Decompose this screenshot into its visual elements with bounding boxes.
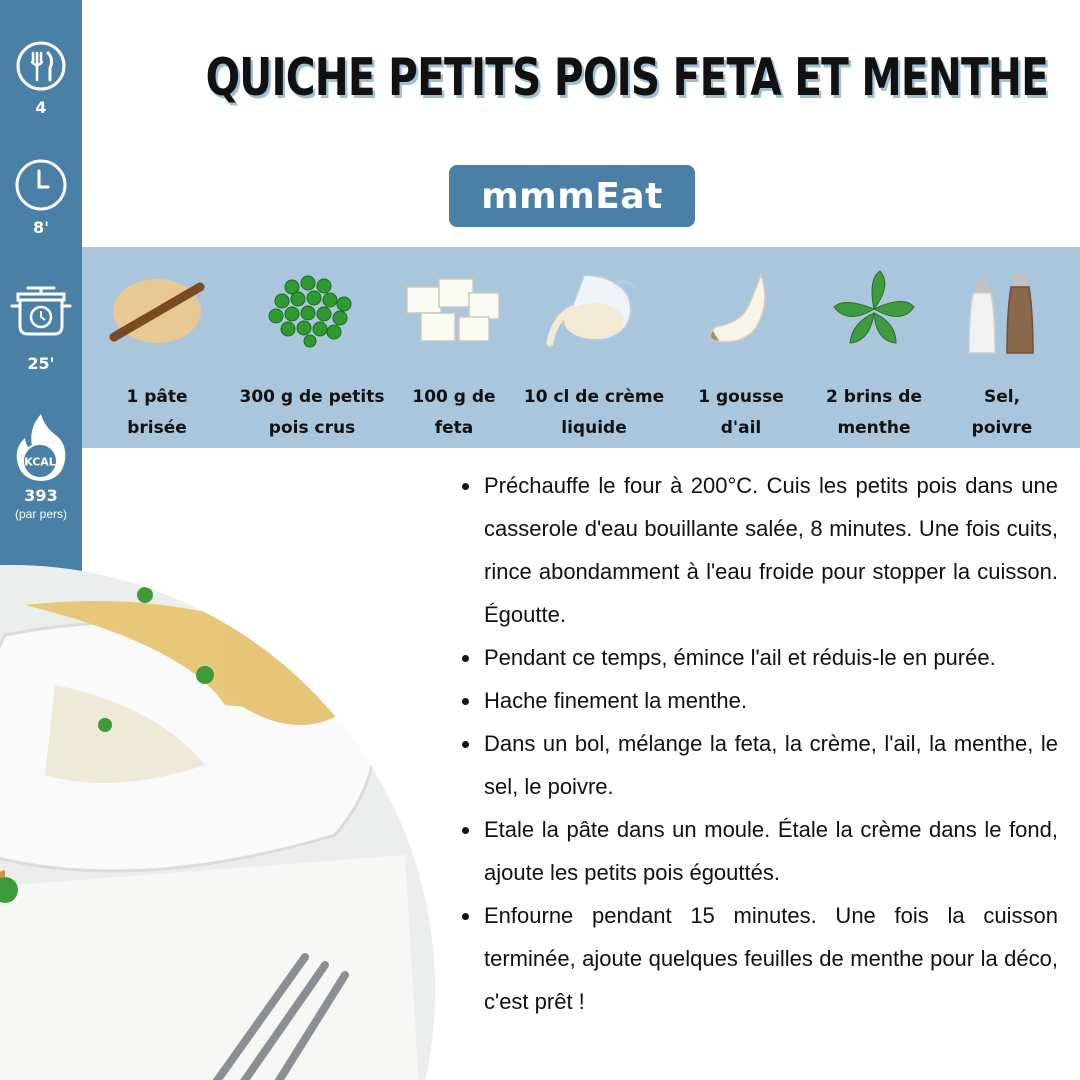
- cream-pitcher-icon: [544, 269, 644, 351]
- servings-stat: [0, 40, 82, 117]
- step-item: Préchauffe le four à 200°C. Cuis les petits pois dans une casserole d'eau bouillante salée, 8 minutes. Une fois cuits, rince abondamment à l'eau froide pour stopper la cuisson. Égoutte.: [460, 464, 1058, 636]
- peas-icon: [262, 269, 362, 349]
- quiche-illustration: [0, 565, 435, 1080]
- ingredient-line2: d'ail: [720, 418, 762, 438]
- flame-icon: [8, 410, 74, 484]
- dough-rolling-pin-icon: [102, 269, 212, 349]
- ingredient-line1: 10 cl de crème: [523, 387, 665, 407]
- ingredient-line2: liquide: [561, 418, 627, 438]
- garlic-clove-icon: [701, 269, 781, 349]
- step-item: Pendant ce temps, émince l'ail et réduis-le en purée.: [460, 636, 1058, 679]
- salt-pepper-icon: [957, 273, 1047, 363]
- ingredients-band: [82, 247, 1080, 448]
- clock-icon: [14, 158, 68, 212]
- ingredient-line2: menthe: [837, 418, 911, 438]
- cook-time-value: 25': [27, 354, 55, 373]
- ingredient-item: [232, 247, 392, 448]
- preparation-steps: [460, 464, 1058, 1023]
- step-item: Enfourne pendant 15 minutes. Une fois la cuisson terminée, ajoute quelques feuilles de menthe pour la déco, c'est prêt !: [460, 894, 1058, 1023]
- ingredient-line1: 1 gousse: [698, 387, 784, 407]
- cook-time-stat: [0, 282, 82, 373]
- ingredient-item: [82, 247, 232, 448]
- ingredient-line2: brisée: [127, 418, 187, 438]
- brand-badge: mmmEat: [449, 165, 695, 227]
- ingredient-item: [938, 247, 1066, 448]
- servings-value: 4: [35, 98, 47, 117]
- kcal-badge-text: KCAL: [24, 455, 56, 469]
- ingredient-line2: feta: [434, 418, 474, 438]
- ingredient-line1: Sel,: [983, 387, 1021, 407]
- ingredient-line1: 1 pâte: [126, 387, 188, 407]
- cutlery-icon: [15, 40, 67, 92]
- kcal-value: 393: [24, 486, 58, 505]
- kcal-note: (par pers): [14, 507, 67, 521]
- feta-cubes-icon: [399, 269, 509, 349]
- ingredient-line2: poivre: [971, 418, 1033, 438]
- recipe-title: QUICHE PETITS POIS FETA ET MENTHE: [205, 48, 1049, 108]
- quiche-photo: [0, 565, 435, 1080]
- calories-stat: [0, 410, 82, 521]
- ingredient-line1: 100 g de: [412, 387, 496, 407]
- ingredient-item: [672, 247, 810, 448]
- cooking-pot-icon: [8, 282, 74, 338]
- recipe-stats-sidebar: [0, 0, 82, 620]
- ingredient-item: [392, 247, 516, 448]
- step-item: Etale la pâte dans un moule. Étale la crème dans le fond, ajoute les petits pois égouttés.: [460, 808, 1058, 894]
- ingredient-line2: pois crus: [268, 418, 356, 438]
- prep-time-stat: [0, 158, 82, 237]
- prep-time-value: 8': [32, 218, 50, 237]
- mint-leaves-icon: [829, 269, 919, 351]
- step-item: Dans un bol, mélange la feta, la crème, l'ail, la menthe, le sel, le poivre.: [460, 722, 1058, 808]
- ingredient-item: [810, 247, 938, 448]
- step-item: Hache finement la menthe.: [460, 679, 1058, 722]
- ingredient-line1: 2 brins de: [826, 387, 922, 407]
- ingredient-item: [516, 247, 672, 448]
- ingredient-line1: 300 g de petits: [239, 387, 385, 407]
